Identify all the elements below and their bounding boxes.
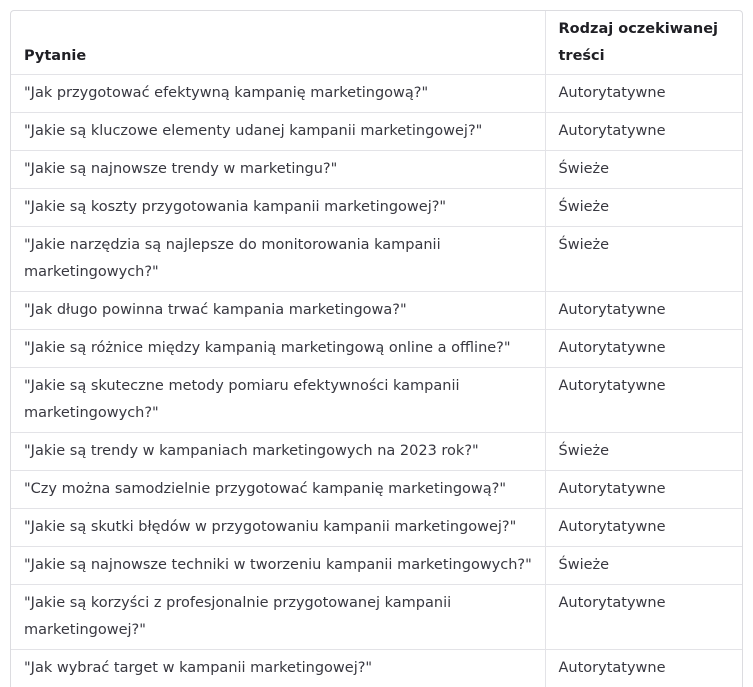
table-row (11, 292, 742, 330)
question-cell: "Jakie są najnowsze techniki w tworzeniu kampanii marketingowych?" (11, 547, 545, 585)
question-cell: "Jakie są skuteczne metody pomiaru efektywności kampanii marketingowych?" (11, 368, 545, 433)
question-cell: "Jakie są trendy w kampaniach marketingowych na 2023 rok?" (11, 433, 545, 471)
question-cell: "Jak przygotować efektywną kampanię marketingową?" (11, 75, 545, 113)
table-row (11, 113, 742, 151)
table-row (11, 330, 742, 368)
question-cell: "Jakie są kluczowe elementy udanej kampanii marketingowej?" (11, 113, 545, 151)
question-cell: "Jak wybrać target w kampanii marketingowej?" (11, 650, 545, 687)
table-row (11, 509, 742, 547)
content-type-cell: Autorytatywne (545, 292, 742, 330)
content-type-cell: Autorytatywne (545, 650, 742, 687)
header-content-type: Rodzaj oczekiwanej treści (545, 11, 742, 75)
question-cell: "Jakie są koszty przygotowania kampanii marketingowej?" (11, 189, 545, 227)
question-cell: "Jakie są korzyści z profesjonalnie przygotowanej kampanii marketingowej?" (11, 585, 545, 650)
content-table-container (10, 10, 743, 687)
table-row (11, 547, 742, 585)
content-type-cell: Świeże (545, 189, 742, 227)
content-type-cell: Autorytatywne (545, 509, 742, 547)
table-row (11, 151, 742, 189)
content-type-cell: Autorytatywne (545, 368, 742, 433)
table-row (11, 75, 742, 113)
content-type-cell: Autorytatywne (545, 330, 742, 368)
question-cell: "Czy można samodzielnie przygotować kampanię marketingową?" (11, 471, 545, 509)
content-table (11, 11, 742, 687)
content-type-cell: Autorytatywne (545, 113, 742, 151)
header-question: Pytanie (11, 11, 545, 75)
content-type-cell: Świeże (545, 547, 742, 585)
content-type-cell: Świeże (545, 433, 742, 471)
content-type-cell: Autorytatywne (545, 585, 742, 650)
content-type-cell: Autorytatywne (545, 75, 742, 113)
table-row (11, 368, 742, 433)
table-row (11, 585, 742, 650)
question-cell: "Jakie są najnowsze trendy w marketingu?" (11, 151, 545, 189)
table-row (11, 650, 742, 687)
table-row (11, 433, 742, 471)
table-row (11, 189, 742, 227)
content-type-cell: Autorytatywne (545, 471, 742, 509)
question-cell: "Jak długo powinna trwać kampania marketingowa?" (11, 292, 545, 330)
question-cell: "Jakie są skutki błędów w przygotowaniu kampanii marketingowej?" (11, 509, 545, 547)
question-cell: "Jakie narzędzia są najlepsze do monitorowania kampanii marketingowych?" (11, 227, 545, 292)
table-row (11, 471, 742, 509)
content-type-cell: Świeże (545, 227, 742, 292)
question-cell: "Jakie są różnice między kampanią marketingową online a offline?" (11, 330, 545, 368)
table-header-row (11, 11, 742, 75)
table-row (11, 227, 742, 292)
content-type-cell: Świeże (545, 151, 742, 189)
